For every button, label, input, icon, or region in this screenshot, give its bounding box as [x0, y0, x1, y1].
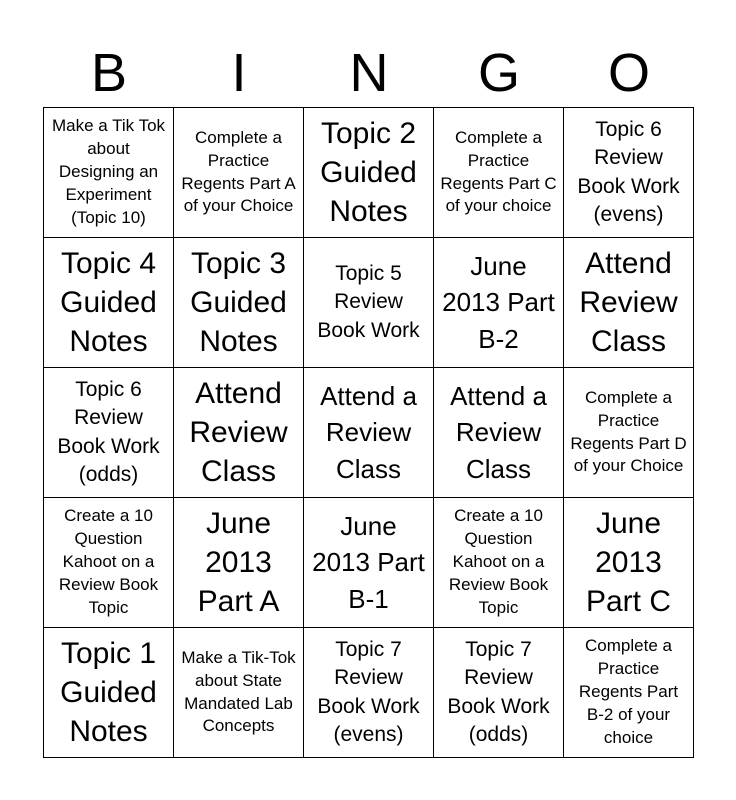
cell-text: Create a 10 Question Kahoot on a Review Book Topic [448, 506, 549, 617]
cell-text: Topic 4 Guided Notes [60, 247, 157, 358]
bingo-cell-r1-c4[interactable] [564, 238, 694, 368]
cell-text: Create a 10 Question Kahoot on a Review Book Topic [58, 506, 159, 617]
cell-text: June 2013 Part A [197, 507, 280, 618]
bingo-cell-r1-c0[interactable] [44, 238, 174, 368]
bingo-cell-r1-c3[interactable] [434, 238, 564, 368]
cell-text: June 2013 Part B-2 [442, 250, 555, 354]
bingo-cell-r4-c2[interactable] [304, 628, 434, 758]
cell-text: Topic 6 Review Book Work (evens) [577, 117, 680, 226]
cell-text: Topic 2 Guided Notes [320, 117, 417, 228]
bingo-board [43, 107, 694, 758]
bingo-cell-r0-c3[interactable] [434, 108, 564, 238]
cell-text: Attend a Review Class [320, 380, 417, 484]
cell-text: Topic 3 Guided Notes [190, 247, 287, 358]
header-letter-o: O [607, 43, 650, 103]
cell-text: June 2013 Part B-1 [312, 510, 425, 614]
cell-text: Make a Tik Tok about Designing an Experiment (Topic 10) [51, 116, 166, 227]
cell-text: Complete a Practice Regents Part A of your Choice [181, 127, 296, 216]
bingo-cell-r3-c2[interactable] [304, 498, 434, 628]
cell-text: Topic 1 Guided Notes [60, 637, 157, 748]
bingo-cell-r3-c3[interactable] [434, 498, 564, 628]
header-letter-g: G [477, 43, 520, 103]
cell-text: Attend Review Class [579, 247, 678, 358]
cell-text: Topic 5 Review Book Work [317, 261, 420, 342]
header-letter-i: I [231, 43, 247, 103]
header-letter-n: N [349, 43, 389, 103]
bingo-cell-r4-c0[interactable] [44, 628, 174, 758]
bingo-cell-r2-c3[interactable] [434, 368, 564, 498]
bingo-cell-r2-c1[interactable] [174, 368, 304, 498]
cell-text: Topic 6 Review Book Work (odds) [57, 377, 160, 486]
bingo-cell-r0-c2[interactable] [304, 108, 434, 238]
header-letter-b: B [90, 43, 128, 103]
bingo-cell-r3-c0[interactable] [44, 498, 174, 628]
bingo-cell-r0-c0[interactable] [44, 108, 174, 238]
bingo-header [44, 40, 694, 106]
cell-text: June 2013 Part C [585, 507, 672, 618]
cell-text: Make a Tik-Tok about State Mandated Lab Concepts [181, 647, 296, 736]
bingo-cell-r0-c4[interactable] [564, 108, 694, 238]
cell-text: Complete a Practice Regents Part C of your choice [440, 127, 557, 216]
bingo-cell-r0-c1[interactable] [174, 108, 304, 238]
cell-text: Complete a Practice Regents Part D of your Choice [570, 387, 687, 476]
bingo-cell-r2-c0[interactable] [44, 368, 174, 498]
cell-text: Complete a Practice Regents Part B-2 of your choice [578, 636, 679, 747]
bingo-cell-r1-c2[interactable] [304, 238, 434, 368]
bingo-cell-r3-c1[interactable] [174, 498, 304, 628]
cell-text: Attend Review Class [189, 377, 288, 488]
bingo-cell-r4-c3[interactable] [434, 628, 564, 758]
cell-text: Topic 7 Review Book Work (odds) [447, 637, 550, 746]
bingo-cell-r4-c4[interactable] [564, 628, 694, 758]
cell-text: Topic 7 Review Book Work (evens) [317, 637, 420, 746]
bingo-cell-r2-c4[interactable] [564, 368, 694, 498]
bingo-cell-r4-c1[interactable] [174, 628, 304, 758]
bingo-cell-r1-c1[interactable] [174, 238, 304, 368]
bingo-cell-r2-c2[interactable] [304, 368, 434, 498]
cell-text: Attend a Review Class [450, 380, 547, 484]
bingo-cell-r3-c4[interactable] [564, 498, 694, 628]
